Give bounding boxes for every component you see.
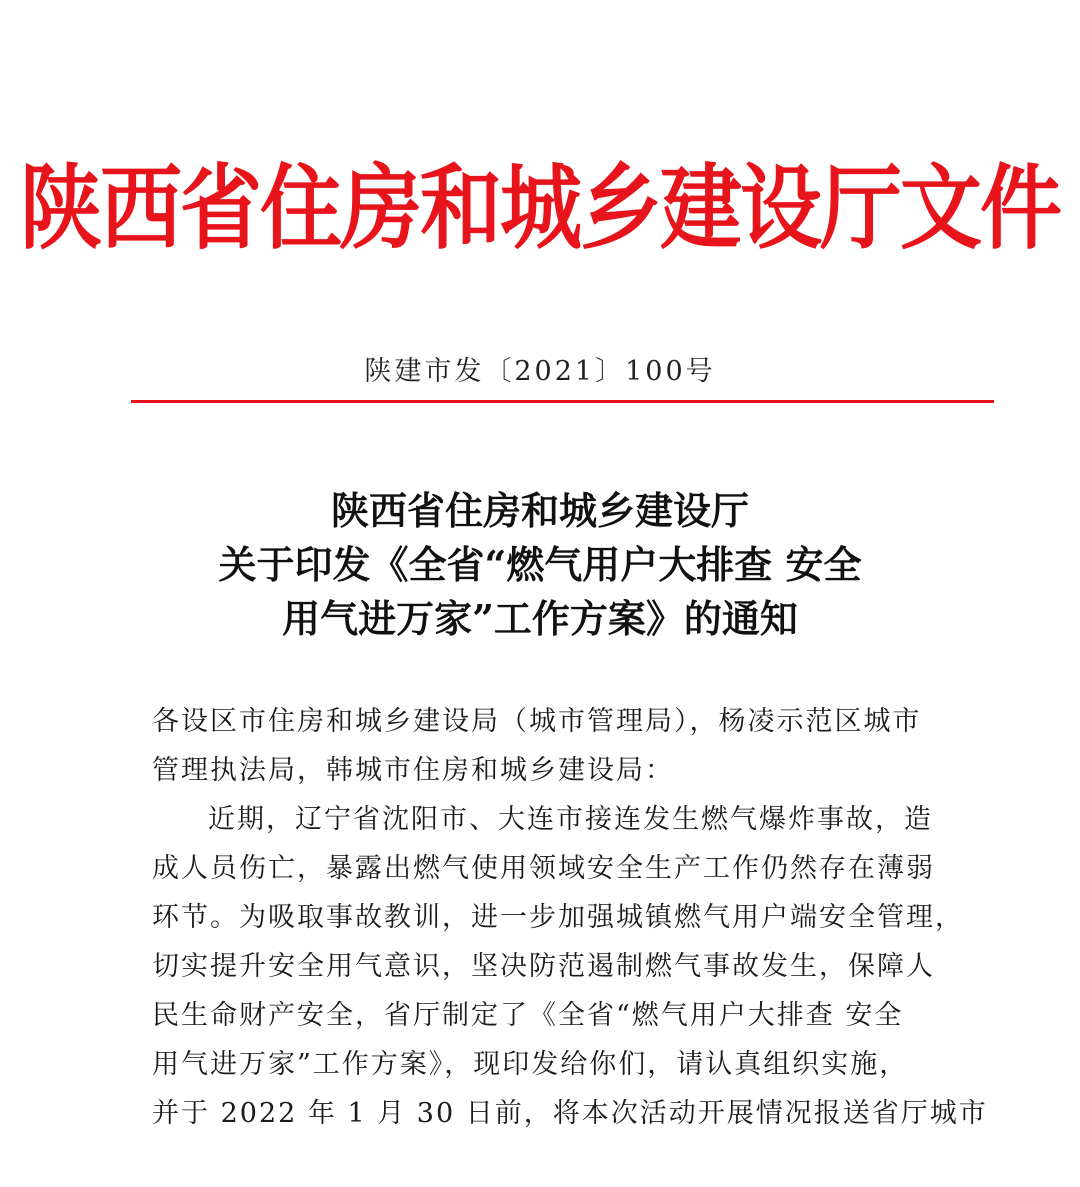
body-line: 切实提升安全用气意识，坚决防范遏制燃气事故发生，保障人 — [152, 951, 935, 982]
red-divider-line — [131, 400, 994, 403]
notice-title — [0, 484, 1080, 646]
title-line: 用气进万家”工作方案》的通知 — [282, 596, 798, 641]
body-line: 用气进万家”工作方案》，现印发给你们，请认真组织实施， — [152, 1049, 909, 1080]
body-line-addressee: 管理执法局，韩城市住房和城乡建设局： — [152, 755, 674, 786]
body-line: 民生命财产安全，省厅制定了《全省“燃气用户大排查 安全 — [152, 1000, 904, 1031]
document-masthead: 陕西省住房和城乡建设厅文件 — [19, 155, 1060, 263]
body-line: 成人员伤亡，暴露出燃气使用领域安全生产工作仍然存在薄弱 — [152, 853, 935, 884]
body-line-paragraph-start: 近期，辽宁省沈阳市、大连市接连发生燃气爆炸事故，造 — [208, 804, 933, 835]
body-line-addressee: 各设区市住房和城乡建设局（城市管理局），杨凌示范区城市 — [152, 706, 922, 737]
body-line: 环节。为吸取事故教训，进一步加强城镇燃气用户端安全管理， — [152, 902, 964, 933]
title-line: 陕西省住房和城乡建设厅 — [330, 488, 749, 533]
body-line: 并于 2022 年 1 月 30 日前，将本次活动开展情况报送省厅城市 — [152, 1098, 988, 1129]
title-line: 关于印发《全省“燃气用户大排查 安全 — [218, 542, 862, 587]
document-number: 陕建市发〔2021〕100号 — [364, 356, 716, 387]
notice-body — [152, 697, 988, 1138]
